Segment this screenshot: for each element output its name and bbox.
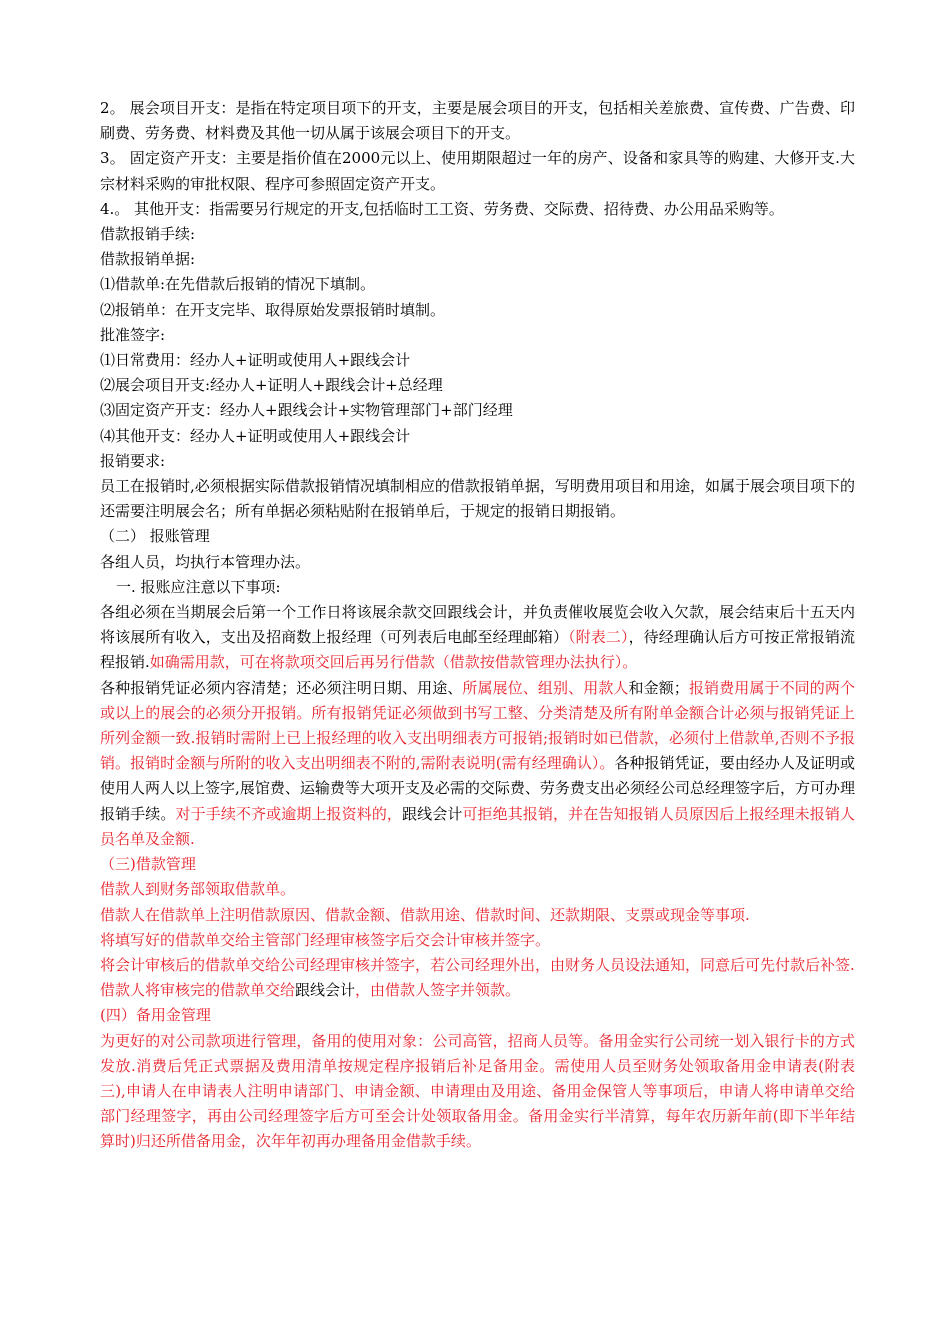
section-4-body — [100, 1029, 855, 1155]
form-loan-slip — [100, 272, 855, 297]
highlighted-text-run: （三)借款管理 — [100, 855, 196, 874]
highlighted-text-run: 如确需用款，可在将款项交回后再另行借款（借款按借款管理办法执行）。 — [149, 653, 638, 672]
section-2-para-2 — [100, 676, 855, 852]
section-3-step-3 — [100, 928, 855, 953]
highlighted-text-run: 为更好的对公司款项进行管理，备用的使用对象：公司高管，招商人员等。备用金实行公司统一划入银行卡的方式发放.消费后凭正式票据及费用清单按规定程序报销后补足备用金。需使用人员至财务处领取备用金申请表(附表三),申请人在申请表人注明申请部门、申请金额、申请理由及用途、备用金保管人等事项后，申请人将申请单交给部门经理签字，再由公司经理签字后方可至会计处领取备用金。备用金实行半清算，每年农历新年前(即下半年结算时)归还所借备用金，次年年初再办理备用金借款手续。 — [100, 1031, 855, 1151]
highlighted-text-run: 所属展位、组别、用款人 — [462, 678, 629, 697]
section-3-step-5 — [100, 978, 855, 1003]
highlighted-text-run: (四）备用金管理 — [100, 1006, 211, 1025]
text-run: 跟线会计 — [295, 981, 356, 1000]
reimbursement-requirements-body — [100, 474, 855, 524]
heading-reimbursement-requirements — [100, 449, 855, 474]
text-run: ⑵报销单：在开支完毕、取得原始发票报销时填制。 — [100, 300, 446, 319]
sign-other-expense — [100, 424, 855, 449]
document-page — [100, 96, 855, 1155]
item-4-other-expense — [100, 197, 855, 222]
section-2-heading — [100, 524, 855, 549]
text-run: ⑵展会项目开支:经办人+证明人+跟线会计+总经理 — [100, 376, 443, 395]
section-2-scope — [100, 550, 855, 575]
highlighted-text-run: 报销费用属于不同的两个或以上的展会的必须分开报销。所有报销凭证必须做到书写工整、分类清楚及所有附单金额合计必须与报销凭证上所列金额一致.报销时需附上已上报经理的收入支出明细表方可报销;报销时如已借款，必须付上借款单,否则不予报销。报销时金额与所附的收入支出明细表不附的,需附表说明(需有经理确认）。 — [100, 678, 855, 773]
text-run: 3。 固定资产开支：主要是指价值在2000元以上、使用期限超过一年的房产、设备和家具等的购建、大修开支.大宗材料采购的审批权限、程序可参照固定资产开支。 — [100, 149, 855, 193]
text-run: （二） 报账管理 — [100, 527, 210, 546]
text-run: 员工在报销时,必须根据实际借款报销情况填制相应的借款报销单据，写明费用项目和用途，如属于展会项目项下的还需要注明展会名；所有单据必须粘贴附在报销单后，于规定的报销日期报销。 — [100, 477, 855, 521]
section-3-heading — [100, 852, 855, 877]
section-3-step-2 — [100, 903, 855, 928]
text-run: ，待经理确认后方可按正常报销流程报销. — [100, 628, 855, 672]
text-run: 各组人员，均执行本管理办法。 — [100, 552, 311, 571]
section-2-subheading — [100, 575, 855, 600]
text-run: ⑴日常费用：经办人+证明或使用人+跟线会计 — [100, 351, 411, 370]
highlighted-text-run: 借款人在借款单上注明借款原因、借款金额、借款用途、借款时间、还款期限、支票或现金等事项. — [100, 905, 750, 924]
heading-loan-reimbursement-procedure — [100, 222, 855, 247]
section-2-para-1 — [100, 600, 855, 676]
section-3-step-1 — [100, 877, 855, 902]
text-run: 2。 展会项目开支：是指在特定项目项下的开支，主要是展会项目的开支，包括相关差旅费、宣传费、广告费、印刷费、劳务费、材料费及其他一切从属于该展会项目下的开支。 — [100, 99, 855, 143]
heading-approval-signatures — [100, 323, 855, 348]
highlighted-text-run: 借款人将审核完的借款单交给 — [100, 981, 296, 1000]
highlighted-text-run: 将会计审核后的借款单交给公司经理审核并签字，若公司经理外出，由财务人员设法通知，同意后可先付款后补签. — [100, 955, 855, 974]
item-3-fixed-asset-expense — [100, 146, 855, 196]
sign-fixed-asset-expense — [100, 398, 855, 423]
item-2-exhibition-expense — [100, 96, 855, 146]
highlighted-text-run: 对于手续不齐或逾期上报资料的， — [175, 804, 403, 823]
text-run: 批准签字: — [100, 325, 166, 344]
text-run: 4.。 其他开支：指需要另行规定的开支,包括临时工工资、劳务费、交际费、招待费、办公用品采购等。 — [100, 199, 784, 218]
sign-exhibition-expense — [100, 373, 855, 398]
text-run: 一. 报账应注意以下事项: — [116, 577, 281, 596]
highlighted-text-run: 借款人到财务部领取借款单。 — [100, 880, 296, 899]
text-run: 借款报销手续: — [100, 225, 196, 244]
text-run: 各组必须在当期展会后第一个工作日将该展余款交回跟线会计，并负责催收展览会收入欠款，展会结束后十五天内将该展所有收入，支出及招商数上报经理（可列表后电邮至经理邮箱） — [100, 603, 855, 647]
text-run: ⑶固定资产开支：经办人+跟线会计+实物管理部门+部门经理 — [100, 401, 513, 420]
form-reimbursement-slip — [100, 298, 855, 323]
text-run: ⑷其他开支：经办人+证明或使用人+跟线会计 — [100, 426, 411, 445]
heading-loan-reimbursement-forms — [100, 247, 855, 272]
text-run: 各种报销凭证，要由经办人及证明或使用人两人以上签字,展馆费、运输费等大项开支及必需的交际费、劳务费支出必须经公司总经理签字后，方可办理报销手续。 — [100, 754, 855, 823]
text-run: 借款报销单据: — [100, 250, 196, 269]
text-run: 报销要求: — [100, 451, 166, 470]
highlighted-text-run: （附表二） — [568, 628, 629, 647]
highlighted-text-run: 可拒绝其报销，并在告知报销人员原因后上报经理未报销人员名单及金额. — [100, 804, 855, 848]
text-run: 跟线会计 — [402, 804, 463, 823]
section-4-heading — [100, 1003, 855, 1028]
highlighted-text-run: ，由借款人签字并领款。 — [355, 981, 521, 1000]
text-run: 和金额； — [628, 678, 689, 697]
text-run: ⑴借款单:在先借款后报销的情况下填制。 — [100, 275, 376, 294]
section-3-step-4 — [100, 953, 855, 978]
highlighted-text-run: 将填写好的借款单交给主管部门经理审核签字后交会计审核并签字。 — [100, 930, 551, 949]
sign-daily-expense — [100, 348, 855, 373]
text-run: 各种报销凭证必须内容清楚；还必须注明日期、用途、 — [100, 678, 463, 697]
